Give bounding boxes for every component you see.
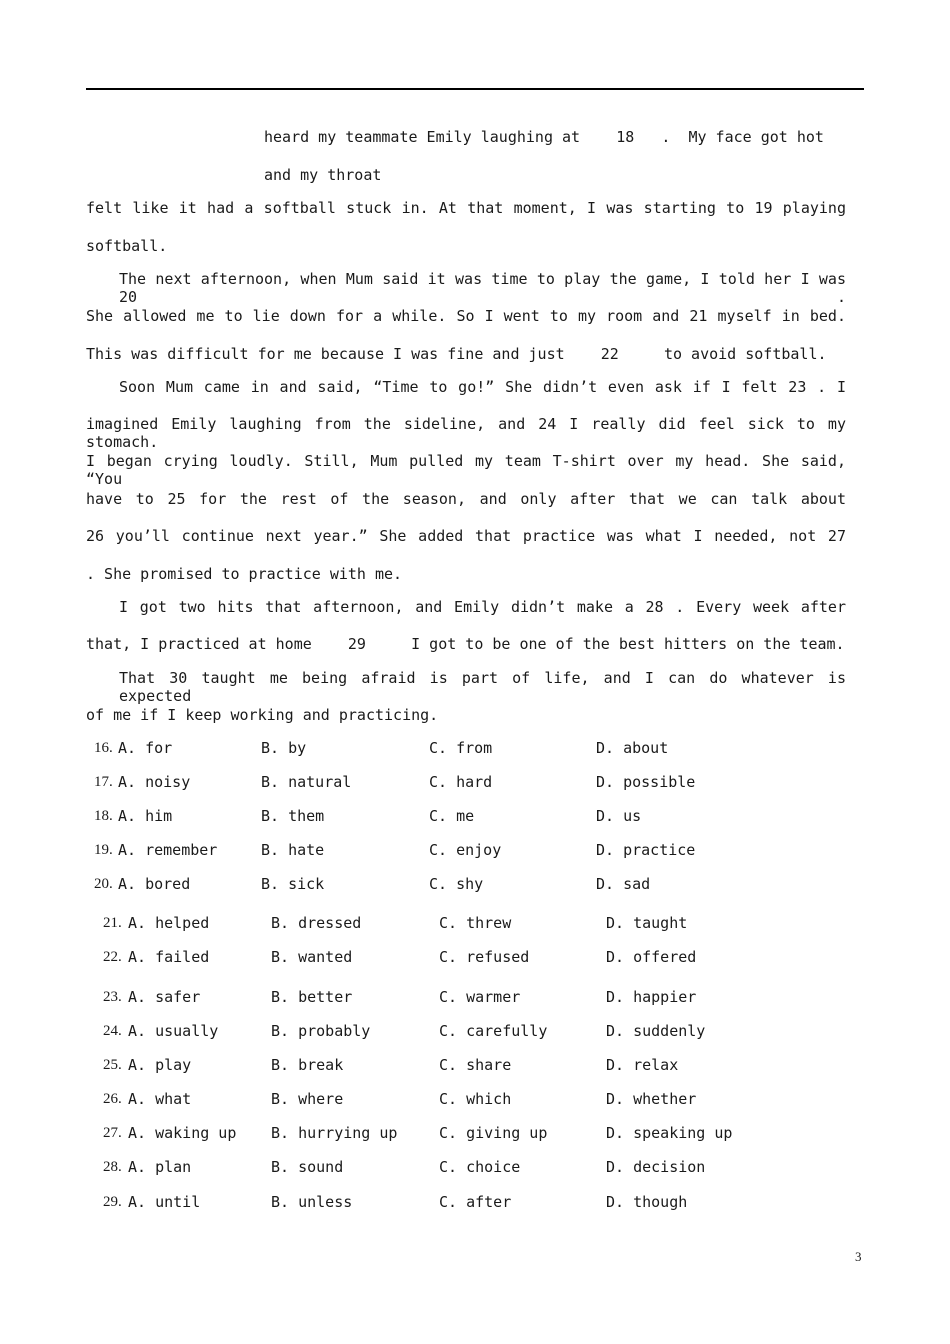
option-c: C. after bbox=[439, 1193, 512, 1211]
option-d: D. possible bbox=[596, 773, 696, 791]
option-b: B. by bbox=[261, 739, 307, 757]
option-b: B. hate bbox=[261, 841, 325, 859]
question-number: 16. bbox=[94, 740, 113, 756]
option-d: D. suddenly bbox=[606, 1022, 706, 1040]
passage-line: She allowed me to lie down for a while. So I went to my room and 21 myself in bed. bbox=[86, 307, 846, 325]
option-c: C. warmer bbox=[439, 988, 521, 1006]
option-d: D. speaking up bbox=[606, 1124, 733, 1142]
option-a: A. bored bbox=[118, 875, 191, 893]
option-b: B. sick bbox=[261, 875, 325, 893]
option-a: A. him bbox=[118, 807, 173, 825]
passage-line: The next afternoon, when Mum said it was time to play the game, I told her I was 20 . bbox=[119, 270, 846, 306]
option-c: C. choice bbox=[439, 1158, 521, 1176]
option-b: B. better bbox=[271, 988, 353, 1006]
option-b: B. sound bbox=[271, 1158, 344, 1176]
option-c: C. carefully bbox=[439, 1022, 548, 1040]
option-c: C. hard bbox=[429, 773, 493, 791]
option-b: B. wanted bbox=[271, 948, 353, 966]
option-c: C. enjoy bbox=[429, 841, 502, 859]
passage-line: I got two hits that afternoon, and Emily didn’t make a 28 . Every week after bbox=[119, 598, 846, 616]
option-c: C. from bbox=[429, 739, 493, 757]
question-number: 26. bbox=[103, 1091, 122, 1107]
passage-line: Soon Mum came in and said, “Time to go!” She didn’t even ask if I felt 23 . I bbox=[119, 378, 846, 396]
option-b: B. probably bbox=[271, 1022, 371, 1040]
question-number: 24. bbox=[103, 1023, 122, 1039]
option-a: A. play bbox=[128, 1056, 192, 1074]
option-a: A. helped bbox=[128, 914, 210, 932]
option-b: B. them bbox=[261, 807, 325, 825]
option-a: A. until bbox=[128, 1193, 201, 1211]
option-c: C. share bbox=[439, 1056, 512, 1074]
option-b: B. hurrying up bbox=[271, 1124, 398, 1142]
option-a: A. noisy bbox=[118, 773, 191, 791]
option-a: A. failed bbox=[128, 948, 210, 966]
passage-line: that, I practiced at home 29 I got to be one of the best hitters on the team. bbox=[86, 635, 845, 653]
passage-line: softball. bbox=[86, 237, 168, 255]
question-number: 29. bbox=[103, 1194, 122, 1210]
passage-line: 26 you’ll continue next year.” She added that practice was what I needed, not 27 bbox=[86, 527, 846, 545]
page-number: 3 bbox=[855, 1249, 862, 1264]
passage-line: That 30 taught me being afraid is part of life, and I can do whatever is expected bbox=[119, 669, 846, 705]
option-d: D. practice bbox=[596, 841, 696, 859]
passage-line: heard my teammate Emily laughing at 18 . My face got hot bbox=[264, 128, 824, 146]
option-d: D. about bbox=[596, 739, 669, 757]
option-a: A. remember bbox=[118, 841, 218, 859]
question-number: 19. bbox=[94, 842, 113, 858]
question-number: 27. bbox=[103, 1125, 122, 1141]
question-number: 25. bbox=[103, 1057, 122, 1073]
option-c: C. refused bbox=[439, 948, 530, 966]
option-d: D. us bbox=[596, 807, 642, 825]
question-number: 20. bbox=[94, 876, 113, 892]
question-number: 21. bbox=[103, 915, 122, 931]
option-a: A. plan bbox=[128, 1158, 192, 1176]
option-b: B. where bbox=[271, 1090, 344, 1108]
option-d: D. though bbox=[606, 1193, 688, 1211]
option-a: A. waking up bbox=[128, 1124, 237, 1142]
option-d: D. taught bbox=[606, 914, 688, 932]
option-d: D. decision bbox=[606, 1158, 706, 1176]
option-a: A. for bbox=[118, 739, 173, 757]
passage-line: have to 25 for the rest of the season, and only after that we can talk about bbox=[86, 490, 846, 508]
question-number: 23. bbox=[103, 989, 122, 1005]
passage-line: of me if I keep working and practicing. bbox=[86, 706, 439, 724]
question-number: 18. bbox=[94, 808, 113, 824]
option-d: D. offered bbox=[606, 948, 697, 966]
option-d: D. sad bbox=[596, 875, 651, 893]
passage-line: felt like it had a softball stuck in. At that moment, I was starting to 19 playing bbox=[86, 199, 846, 217]
option-c: C. me bbox=[429, 807, 475, 825]
option-a: A. usually bbox=[128, 1022, 219, 1040]
option-a: A. safer bbox=[128, 988, 201, 1006]
option-d: D. whether bbox=[606, 1090, 697, 1108]
option-d: D. relax bbox=[606, 1056, 679, 1074]
passage-line: and my throat bbox=[264, 166, 382, 184]
question-number: 22. bbox=[103, 949, 122, 965]
passage-line: imagined Emily laughing from the sideline, and 24 I really did feel sick to my stomach. bbox=[86, 415, 846, 451]
option-c: C. giving up bbox=[439, 1124, 548, 1142]
option-b: B. natural bbox=[261, 773, 352, 791]
question-number: 17. bbox=[94, 774, 113, 790]
option-b: B. unless bbox=[271, 1193, 353, 1211]
passage-line: This was difficult for me because I was fine and just 22 to avoid softball. bbox=[86, 345, 827, 363]
passage-line: . She promised to practice with me. bbox=[86, 565, 403, 583]
option-b: B. break bbox=[271, 1056, 344, 1074]
header-rule bbox=[86, 88, 864, 90]
option-b: B. dressed bbox=[271, 914, 362, 932]
option-c: C. shy bbox=[429, 875, 484, 893]
option-d: D. happier bbox=[606, 988, 697, 1006]
passage-line: I began crying loudly. Still, Mum pulled my team T-shirt over my head. She said, “You bbox=[86, 452, 846, 488]
option-a: A. what bbox=[128, 1090, 192, 1108]
option-c: C. which bbox=[439, 1090, 512, 1108]
question-number: 28. bbox=[103, 1159, 122, 1175]
option-c: C. threw bbox=[439, 914, 512, 932]
